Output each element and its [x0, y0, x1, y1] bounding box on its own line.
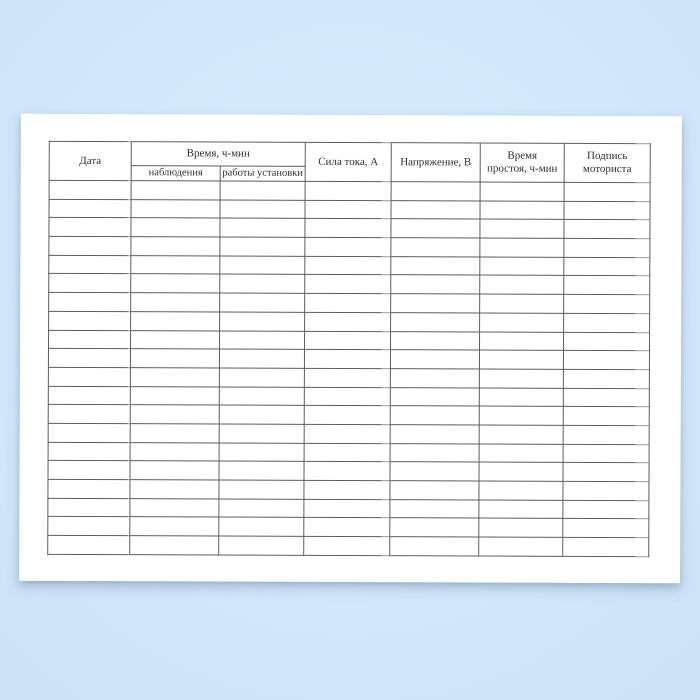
empty-cell — [390, 387, 479, 406]
empty-cell — [391, 312, 480, 331]
empty-cell — [479, 481, 563, 500]
empty-cell — [391, 238, 480, 257]
empty-cell — [564, 238, 650, 257]
empty-cell — [48, 349, 130, 368]
empty-cell — [219, 368, 304, 387]
empty-cell — [479, 537, 563, 556]
empty-cell — [304, 387, 390, 406]
empty-cell — [305, 275, 391, 294]
empty-cell — [479, 444, 563, 463]
empty-cell — [220, 256, 305, 275]
empty-cell — [564, 220, 650, 239]
empty-cell — [305, 200, 391, 219]
empty-cell — [49, 255, 131, 274]
empty-cell — [49, 292, 131, 311]
empty-cell — [130, 480, 219, 499]
empty-cell — [304, 350, 390, 369]
empty-cell — [220, 181, 305, 200]
empty-cell — [219, 349, 304, 368]
log-form-table — [47, 141, 651, 557]
empty-cell — [48, 479, 130, 498]
table-row — [49, 255, 650, 276]
empty-cell — [130, 536, 219, 555]
col-header-voltage: Напряжение, В — [391, 143, 480, 182]
empty-cell — [130, 424, 219, 443]
empty-cell — [130, 461, 219, 480]
empty-cell — [304, 424, 390, 443]
empty-cell — [479, 500, 563, 519]
table-row — [48, 498, 649, 519]
empty-cell — [130, 442, 219, 461]
table-row — [48, 349, 649, 370]
empty-cell — [391, 331, 480, 350]
empty-cell — [563, 537, 649, 556]
empty-cell — [48, 330, 130, 349]
empty-cell — [391, 200, 480, 219]
empty-cell — [131, 293, 220, 312]
empty-cell — [479, 425, 563, 444]
empty-cell — [131, 311, 220, 330]
empty-cell — [563, 425, 649, 444]
empty-cell — [130, 386, 219, 405]
empty-cell — [563, 388, 649, 407]
empty-cell — [130, 498, 219, 517]
table-row — [48, 386, 649, 407]
empty-cell — [480, 219, 564, 238]
empty-cell — [564, 276, 650, 295]
empty-cell — [480, 331, 564, 350]
table-row — [48, 535, 649, 556]
table-row — [49, 274, 650, 295]
empty-cell — [390, 369, 479, 388]
table-row — [49, 199, 650, 220]
table-row — [48, 442, 649, 463]
empty-cell — [480, 313, 564, 332]
empty-cell — [219, 480, 304, 499]
empty-cell — [219, 461, 304, 480]
empty-cell — [479, 518, 563, 537]
empty-cell — [391, 275, 480, 294]
empty-cell — [304, 499, 390, 518]
empty-cell — [219, 424, 304, 443]
empty-cell — [391, 256, 480, 275]
empty-cell — [304, 462, 390, 481]
empty-cell — [480, 238, 564, 257]
empty-cell — [49, 218, 131, 237]
empty-cell — [49, 180, 131, 199]
empty-cell — [305, 237, 391, 256]
empty-cell — [564, 182, 650, 201]
empty-cell — [49, 236, 131, 255]
empty-cell — [219, 499, 304, 518]
document-page — [19, 114, 682, 584]
empty-cell — [480, 257, 564, 276]
empty-cell — [563, 519, 649, 538]
empty-cell — [48, 461, 130, 480]
table-row — [49, 236, 650, 257]
empty-cell — [390, 350, 479, 369]
empty-cell — [219, 330, 304, 349]
empty-cell — [390, 406, 479, 425]
empty-cell — [390, 481, 479, 500]
empty-cell — [131, 181, 220, 200]
empty-cell — [479, 388, 563, 407]
table-row — [48, 517, 649, 538]
empty-cell — [49, 199, 131, 218]
empty-cell — [391, 219, 480, 238]
empty-cell — [49, 311, 131, 330]
col-header-time-operation: работы установки — [220, 166, 305, 181]
empty-cell — [305, 331, 391, 350]
empty-cell — [130, 405, 219, 424]
empty-cell — [390, 462, 479, 481]
empty-cell — [563, 351, 649, 370]
col-header-downtime — [480, 143, 564, 182]
empty-cell — [219, 517, 304, 536]
empty-cell — [563, 463, 649, 482]
empty-cell — [219, 443, 304, 462]
empty-cell — [390, 518, 479, 537]
empty-cell — [479, 406, 563, 425]
empty-cell — [564, 332, 650, 351]
empty-cell — [390, 537, 479, 556]
empty-cell — [220, 237, 305, 256]
table-row — [48, 423, 649, 444]
empty-cell — [304, 480, 390, 499]
table-row — [48, 405, 649, 426]
col-header-downtime-line2: простоя, ч-мин — [486, 162, 558, 175]
empty-cell — [48, 367, 130, 386]
empty-cell — [305, 219, 391, 238]
empty-cell — [390, 425, 479, 444]
col-header-current: Сила тока, А — [305, 142, 391, 181]
empty-cell — [480, 275, 564, 294]
empty-cell — [304, 443, 390, 462]
empty-cell — [130, 330, 219, 349]
empty-cell — [49, 274, 131, 293]
empty-cell — [480, 294, 564, 313]
col-header-time-group: Время, ч-мин — [131, 142, 305, 167]
empty-cell — [304, 368, 390, 387]
empty-cell — [219, 387, 304, 406]
empty-cell — [130, 517, 219, 536]
empty-cell — [305, 312, 391, 331]
empty-cell — [563, 500, 649, 519]
col-header-time-observation: наблюдения — [131, 166, 220, 181]
empty-cell — [304, 518, 390, 537]
empty-cell — [131, 218, 220, 237]
empty-cell — [390, 443, 479, 462]
empty-cell — [563, 407, 649, 426]
table-row — [49, 218, 650, 239]
empty-cell — [220, 200, 305, 219]
empty-cell — [391, 294, 480, 313]
empty-cell — [220, 312, 305, 331]
empty-cell — [479, 462, 563, 481]
empty-cell — [564, 313, 650, 332]
empty-cell — [48, 442, 130, 461]
empty-cell — [48, 517, 130, 536]
empty-cell — [479, 369, 563, 388]
header-row-top — [49, 141, 650, 167]
table-row — [49, 292, 650, 313]
empty-cell — [48, 498, 130, 517]
table-row — [48, 479, 649, 500]
empty-cell — [390, 499, 479, 518]
empty-cell — [48, 535, 130, 554]
empty-cell — [564, 257, 650, 276]
empty-cell — [563, 444, 649, 463]
empty-cell — [219, 405, 304, 424]
table-row — [49, 311, 650, 332]
empty-cell — [220, 218, 305, 237]
empty-cell — [563, 481, 649, 500]
col-header-date: Дата — [49, 141, 131, 180]
empty-cell — [304, 536, 390, 555]
empty-cell — [305, 181, 391, 200]
table-row — [48, 367, 649, 388]
empty-cell — [479, 350, 563, 369]
empty-cell — [219, 536, 304, 555]
empty-cell — [480, 182, 564, 201]
empty-cell — [563, 369, 649, 388]
table-row — [48, 461, 649, 482]
table-row — [48, 330, 649, 351]
empty-cell — [130, 349, 219, 368]
empty-cell — [220, 293, 305, 312]
col-header-signature: Подпись моториста — [564, 143, 650, 182]
table-header — [49, 141, 650, 182]
empty-cell — [48, 423, 130, 442]
empty-cell — [304, 406, 390, 425]
empty-cell — [564, 201, 650, 220]
empty-cell — [130, 368, 219, 387]
empty-cell — [131, 274, 220, 293]
empty-cell — [131, 237, 220, 256]
col-header-downtime-line1: Время — [507, 149, 538, 163]
empty-cell — [305, 293, 391, 312]
empty-cell — [391, 182, 480, 201]
empty-cell — [48, 405, 130, 424]
empty-cell — [131, 199, 220, 218]
table-row — [49, 180, 650, 201]
empty-cell — [48, 386, 130, 405]
empty-cell — [480, 201, 564, 220]
empty-cell — [305, 256, 391, 275]
table-body — [48, 180, 650, 556]
empty-cell — [131, 255, 220, 274]
empty-cell — [220, 274, 305, 293]
empty-cell — [564, 294, 650, 313]
